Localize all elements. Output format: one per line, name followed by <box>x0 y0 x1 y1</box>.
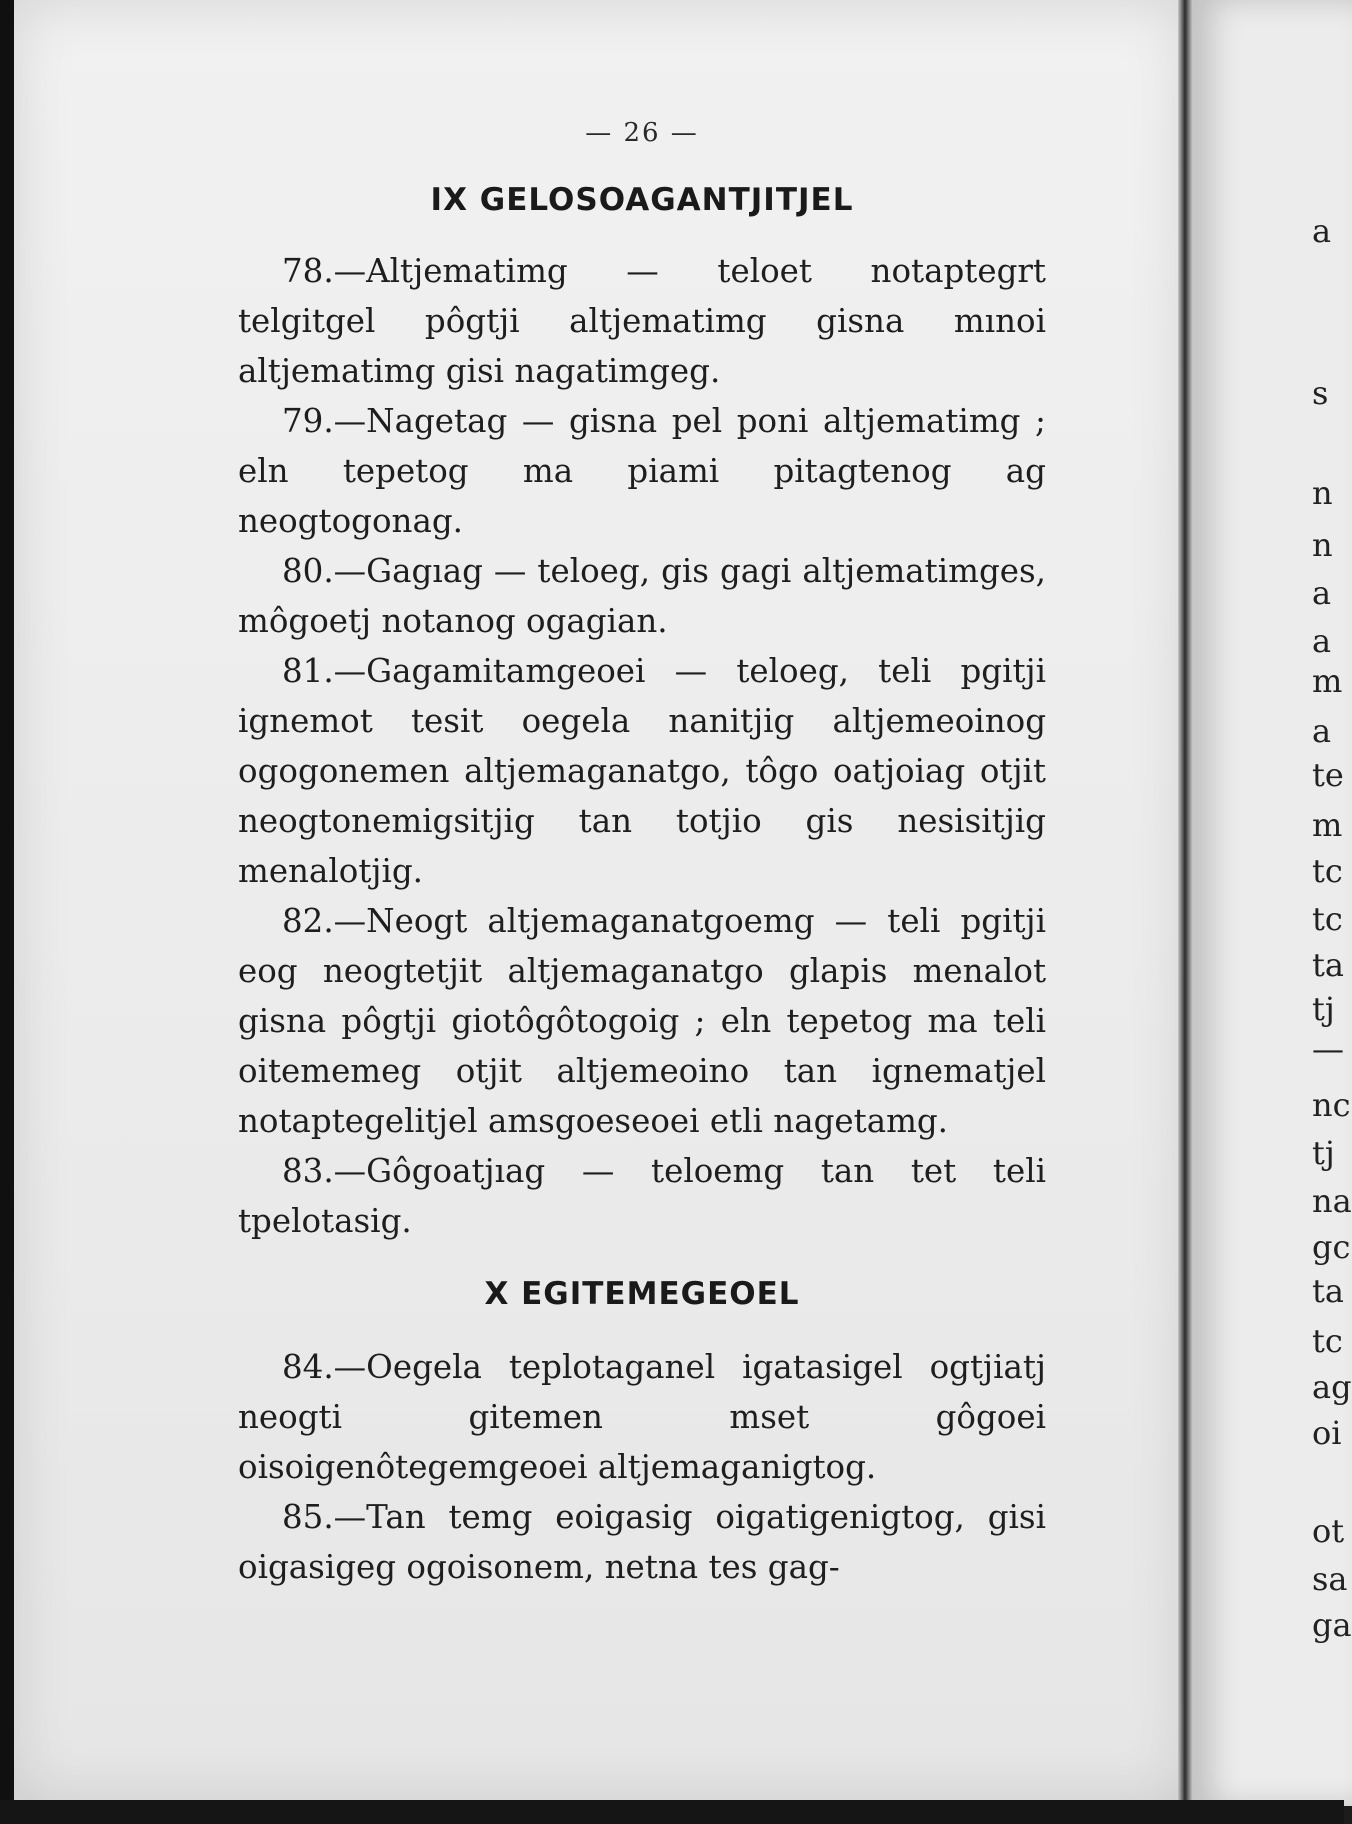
paragraph: 82.—Neogt altjemaganatgoemg — teli pgitji eog neogtetjit altjemaganatgo glapis menalot gisna pôgtji giotôgôtogoig ; eln tepetog ma teli oitememeg otjit altjemeoino tan ignematjel notaptegelitjel amsgoeseoei etli nagetamg. <box>238 902 1046 1140</box>
paragraph: 80.—Gagıag — teloeg, gis gagi altjematimges, môgoetj notanog ogagian. <box>238 552 1046 640</box>
fragment: gc <box>1312 1228 1351 1266</box>
fragment: ga <box>1312 1606 1352 1644</box>
fragment: tj <box>1312 1134 1335 1172</box>
fragment: m <box>1312 662 1343 700</box>
fragment: ta <box>1312 946 1344 984</box>
fragment: tc <box>1312 900 1343 938</box>
fragment: sa <box>1312 1560 1348 1598</box>
fragment: nc <box>1312 1086 1351 1124</box>
fragment: n <box>1312 474 1333 512</box>
fragment: tj <box>1312 990 1335 1028</box>
paragraph: 81.—Gagamitamgeoei — teloeg, teli pgitji ignemot tesit oegela nanitjig altjemeoinog ogogonemen altjemaganatgo, tôgo oatjoiag otjit neogtonemigsitjig tan totjio gis nesisitjig menalotjig. <box>238 652 1046 890</box>
fragment: tc <box>1312 852 1343 890</box>
fragment: te <box>1312 756 1344 794</box>
scan-bottom-edge <box>0 1800 1344 1824</box>
paragraph: 83.—Gôgoatjıag — teloemg tan tet teli tpelotasig. <box>238 1152 1046 1240</box>
fragment: ta <box>1312 1272 1344 1310</box>
fragment: s <box>1312 374 1329 412</box>
fragment: a <box>1312 212 1332 250</box>
fragment: oi <box>1312 1414 1342 1452</box>
paragraph: 85.—Tan temg eoigasig oigatigenigtog, gisi oigasigeg ogoisonem, netna tes gag- <box>238 1498 1046 1586</box>
fragment: ag <box>1312 1368 1352 1406</box>
page-number: — 26 — <box>585 118 699 148</box>
paragraph: 79.—Nagetag — gisna pel poni altjematimg ; eln tepetog ma piami pitagtenog ag neogtogonag. <box>238 402 1046 540</box>
fragment: ot <box>1312 1512 1345 1550</box>
fragment: tc <box>1312 1322 1343 1360</box>
fragment: a <box>1312 574 1332 612</box>
paragraph: 78.—Altjematimg — teloet notaptegrt telgitgel pôgtji altjematimg gisna mınoi altjematimg gisi nagatimgeg. <box>238 252 1046 390</box>
fragment: na <box>1312 1182 1352 1220</box>
fragment: n <box>1312 526 1333 564</box>
book-gutter <box>1178 0 1192 1810</box>
paragraph: 84.—Oegela teplotaganel igatasigel ogtjiatj neogti gitemen mset gôgoei oisoigenôtegemgeoei altjemaganigtog. <box>238 1348 1046 1486</box>
page-text <box>238 110 1046 1592</box>
section-heading: X EGITEMEGEOEL <box>484 1276 800 1312</box>
fragment: a <box>1312 712 1332 750</box>
section-heading: IX GELOSOAGANTJITJEL <box>430 182 854 218</box>
fragment: — <box>1312 1030 1344 1068</box>
fragment: m <box>1312 806 1343 844</box>
fragment: a <box>1312 622 1332 660</box>
